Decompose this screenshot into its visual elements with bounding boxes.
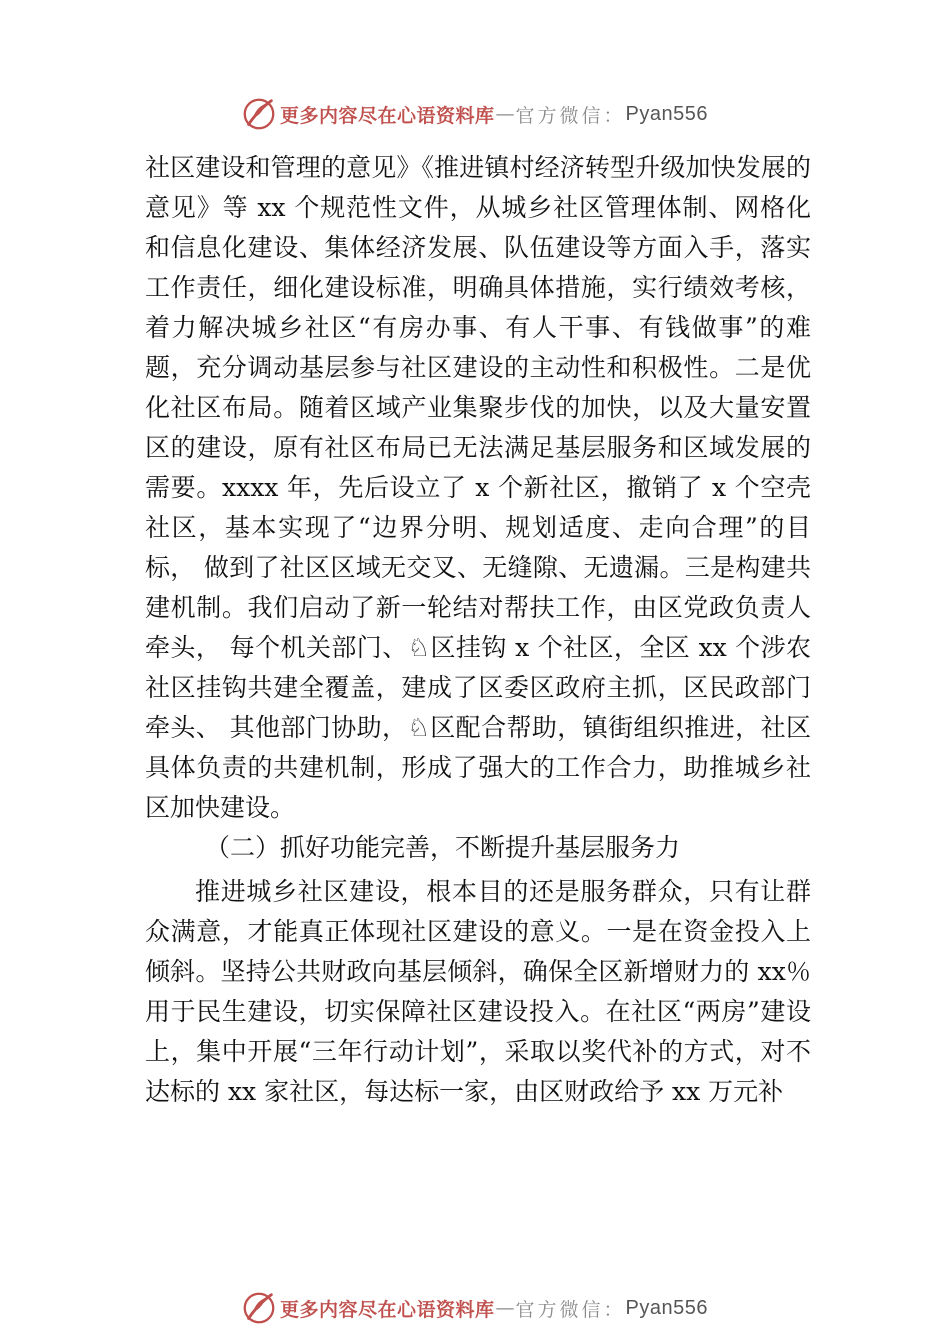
header-dash: —: [495, 103, 515, 125]
quill-leaf-logo-icon: [240, 1289, 278, 1327]
quill-leaf-logo-icon: [240, 95, 278, 133]
header-wechat-id: Pyan556: [625, 102, 708, 125]
footer-wechat-id: Pyan556: [625, 1296, 708, 1319]
header-wechat-label: 官方微信：: [515, 104, 626, 127]
body-paragraph-2: 推进城乡社区建设，根本目的还是服务群众，只有让群众满意，才能真正体现社区建设的意义。一是在资金投入上倾斜。坚持公共财政向基层倾斜，确保全区新增财力的 xx％用于民生建设，切实保障社区建设投入。在社区“两房”建设上，集中开展“三年行动计划”，采取以奖代补的方式，对不达标的 xx 家社区，每达标一家，由区财政给予 xx 万元补: [145, 877, 811, 1106]
document-body: [145, 148, 811, 1112]
body-paragraph-1: 社区建设和管理的意见》《推进镇村经济转型升级加快发展的意见》等 xx 个规范性文件，从城乡社区管理体制、网格化和信息化建设、集体经济发展、队伍建设等方面入手，落实工作责任，细化建设标准，明确具体措施，实行绩效考核， 着力解决城乡社区“有房办事、有人干事、有钱做事”的难题，充分调动基层参与社区建设的主动性和积极性。二是优化社区布局。随着区域产业集聚步伐的加快，以及大量安置区的建设，原有社区布局已无法满足基层服务和区域发展的需要。xxxx 年，先后设立了 x 个新社区，撤销了 x 个空壳社区，基本实现了“边界分明、规划适度、走向合理”的目标， 做到了社区区域无交叉、无缝隙、无遗漏。三是构建共建机制。我们启动了新一轮结对帮扶工作，由区党政负责人牵头， 每个机关部门、♘区挂钩 x 个社区，全区 xx 个涉农社区挂钩共建全覆盖，建成了区委区政府主抓，区民政部门牵头、 其他部门协助，♘区配合帮助，镇街组织推进，社区具体负责的共建机制，形成了强大的工作合力，助推城乡社区加快建设。: [145, 153, 811, 822]
footer-banner: [240, 1288, 708, 1328]
footer-wechat-label: 官方微信：: [515, 1298, 626, 1321]
header-banner: [240, 94, 708, 134]
footer-dash: —: [495, 1297, 515, 1319]
footer-brand-text: 更多内容尽在心语资料库: [280, 1298, 495, 1321]
header-brand-text: 更多内容尽在心语资料库: [280, 104, 495, 127]
section-heading: （二）抓好功能完善，不断提升基层服务力: [205, 833, 681, 862]
